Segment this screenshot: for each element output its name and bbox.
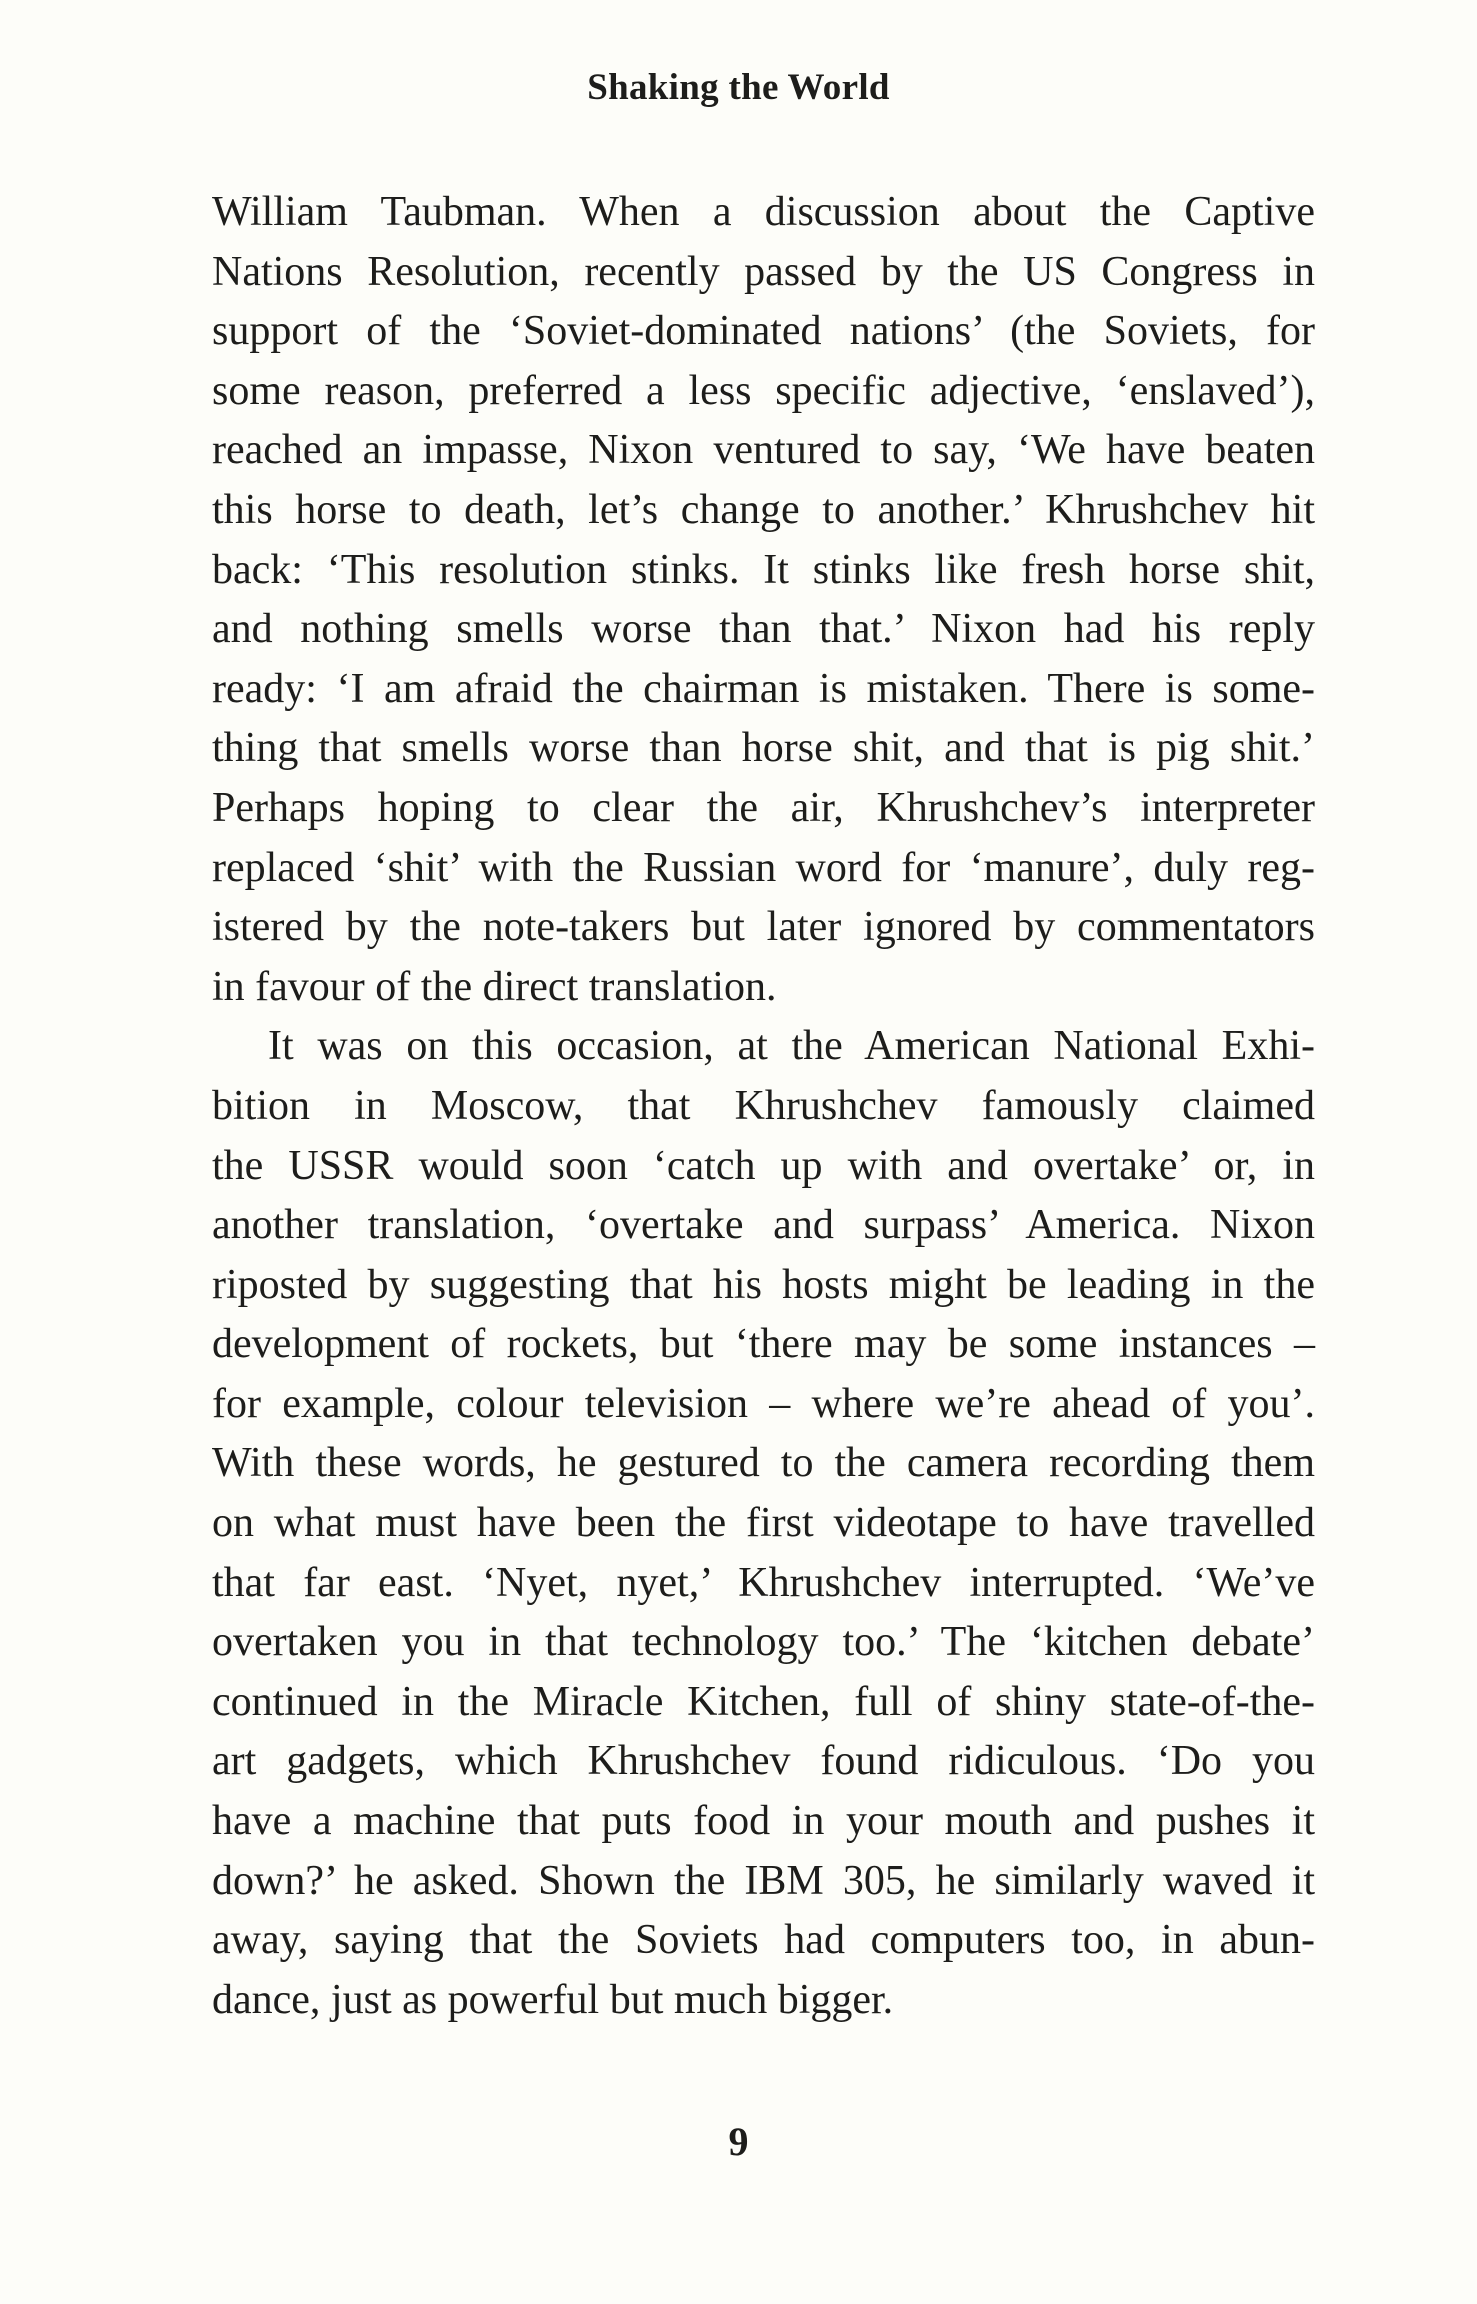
- text-line: It was on this occasion, at the American National Exhi-: [268, 1023, 1315, 1070]
- text-line: and nothing smells worse than that.’ Nixon had his reply: [212, 606, 1315, 653]
- text-line: Perhaps hoping to clear the air, Khrushchev’s interpreter: [212, 784, 1315, 831]
- text-line: development of rockets, but ‘there may be some instances –: [212, 1321, 1315, 1368]
- running-head: Shaking the World: [587, 67, 890, 108]
- text-line: another translation, ‘overtake and surpass’ America. Nixon: [212, 1202, 1315, 1249]
- paragraph-2: [212, 1017, 1315, 2030]
- text-line: replaced ‘shit’ with the Russian word for ‘manure’, duly reg-: [212, 844, 1315, 891]
- text-line: the USSR would soon ‘catch up with and overtake’ or, in: [212, 1142, 1315, 1189]
- text-line: bition in Moscow, that Khrushchev famously claimed: [212, 1082, 1315, 1129]
- text-line: in favour of the direct translation.: [212, 963, 777, 1010]
- text-line: thing that smells worse than horse shit, and that is pig shit.’: [212, 725, 1315, 772]
- text-line: istered by the note-takers but later ignored by commentators: [212, 904, 1315, 951]
- text-line: dance, just as powerful but much bigger.: [212, 1976, 894, 2023]
- text-line: overtaken you in that technology too.’ The ‘kitchen debate’: [212, 1619, 1315, 1666]
- text-line: have a machine that puts food in your mouth and pushes it: [212, 1798, 1315, 1845]
- paragraph-1: [212, 183, 1315, 1017]
- text-line: William Taubman. When a discussion about the Captive: [212, 189, 1315, 235]
- text-line: this horse to death, let’s change to another.’ Khrushchev hit: [212, 486, 1315, 533]
- text-line: With these words, he gestured to the camera recording them: [212, 1440, 1315, 1487]
- text-line: ready: ‘I am afraid the chairman is mistaken. There is some-: [212, 665, 1315, 712]
- text-line: away, saying that the Soviets had computers too, in abun-: [212, 1917, 1315, 1964]
- text-line: riposted by suggesting that his hosts might be leading in the: [212, 1261, 1315, 1308]
- text-line: back: ‘This resolution stinks. It stinks like fresh horse shit,: [212, 546, 1315, 593]
- text-line: on what must have been the first videotape to have travelled: [212, 1500, 1315, 1547]
- text-line: support of the ‘Soviet-dominated nations’ (the Soviets, for: [212, 308, 1315, 355]
- text-line: some reason, preferred a less specific adjective, ‘enslaved’),: [212, 367, 1315, 414]
- text-line: that far east. ‘Nyet, nyet,’ Khrushchev interrupted. ‘We’ve: [212, 1559, 1315, 1606]
- text-line: art gadgets, which Khrushchev found ridiculous. ‘Do you: [212, 1738, 1315, 1785]
- text-line: Nations Resolution, recently passed by the US Congress in: [212, 248, 1315, 295]
- text-line: reached an impasse, Nixon ventured to say, ‘We have beaten: [212, 427, 1315, 474]
- text-line: continued in the Miracle Kitchen, full of shiny state-of-the-: [212, 1678, 1315, 1725]
- text-line: for example, colour television – where we’re ahead of you’.: [212, 1380, 1315, 1427]
- text-line: down?’ he asked. Shown the IBM 305, he similarly waved it: [212, 1857, 1315, 1904]
- page-number: 9: [728, 2119, 749, 2164]
- body-text: [212, 183, 1315, 2030]
